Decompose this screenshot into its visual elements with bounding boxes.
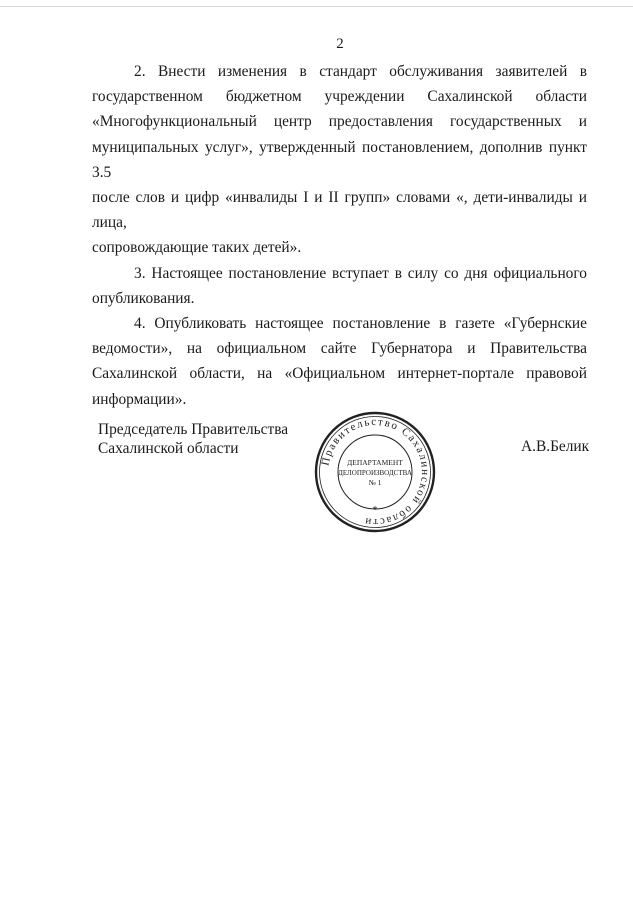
signatory-position-line-2: Сахалинской области: [98, 440, 239, 457]
seal-ring-text: Правительство Сахалинской области: [319, 415, 432, 529]
seal-center-line-3: № 1: [368, 478, 382, 487]
paragraph-4-line-4: информации».: [92, 390, 187, 408]
seal-center-line-1: ДЕПАРТАМЕНТ: [347, 458, 403, 467]
paragraph-2-line-1: 2. Внести изменения в стандарт обслуживания заявителей в: [134, 63, 587, 80]
seal-graphic: [313, 410, 437, 534]
seal-center-line-2: ДЕЛОПРОИЗВОДСТВА: [338, 469, 412, 477]
document-body: [92, 59, 587, 412]
paragraph-4-line-3: Сахалинской области, на «Официальном интернет-портале правовой: [92, 365, 587, 383]
paragraph-2-line-5: после слов и цифр «инвалиды I и II групп» словами «, дети-инвалиды и лица,: [92, 189, 587, 232]
paragraph-4-line-2: ведомости», на официальном сайте Губернатора и Правительства: [92, 340, 587, 358]
signatory-position: [98, 420, 288, 458]
paragraph-3-line-2: опубликования.: [92, 289, 195, 307]
scan-edge-line: [0, 6, 633, 7]
paragraph-3-line-1: 3. Настоящее постановление вступает в силу со дня официального: [134, 264, 587, 282]
paragraph-2-line-6: сопровождающие таких детей».: [92, 239, 302, 257]
signatory-name: А.В.Белик: [521, 438, 590, 455]
page-number: 2: [336, 36, 344, 52]
paragraph-4: [92, 311, 587, 412]
paragraph-2-line-4: муниципальных услуг», утвержденный постановлением, дополнив пункт 3.5: [92, 138, 587, 181]
signatory-position-line-1: Председатель Правительства: [98, 421, 289, 438]
paragraph-4-line-1: 4. Опубликовать настоящее постановление в газете «Губернские: [134, 315, 587, 333]
paragraph-2-line-2: государственном бюджетном учреждении Сахалинской области: [92, 88, 587, 106]
paragraph-2: [92, 59, 587, 261]
official-seal: [313, 410, 437, 534]
seal-star: *: [372, 505, 378, 516]
paragraph-2-line-3: «Многофункциональный центр предоставления государственных и: [92, 113, 587, 131]
paragraph-3: [92, 261, 587, 311]
